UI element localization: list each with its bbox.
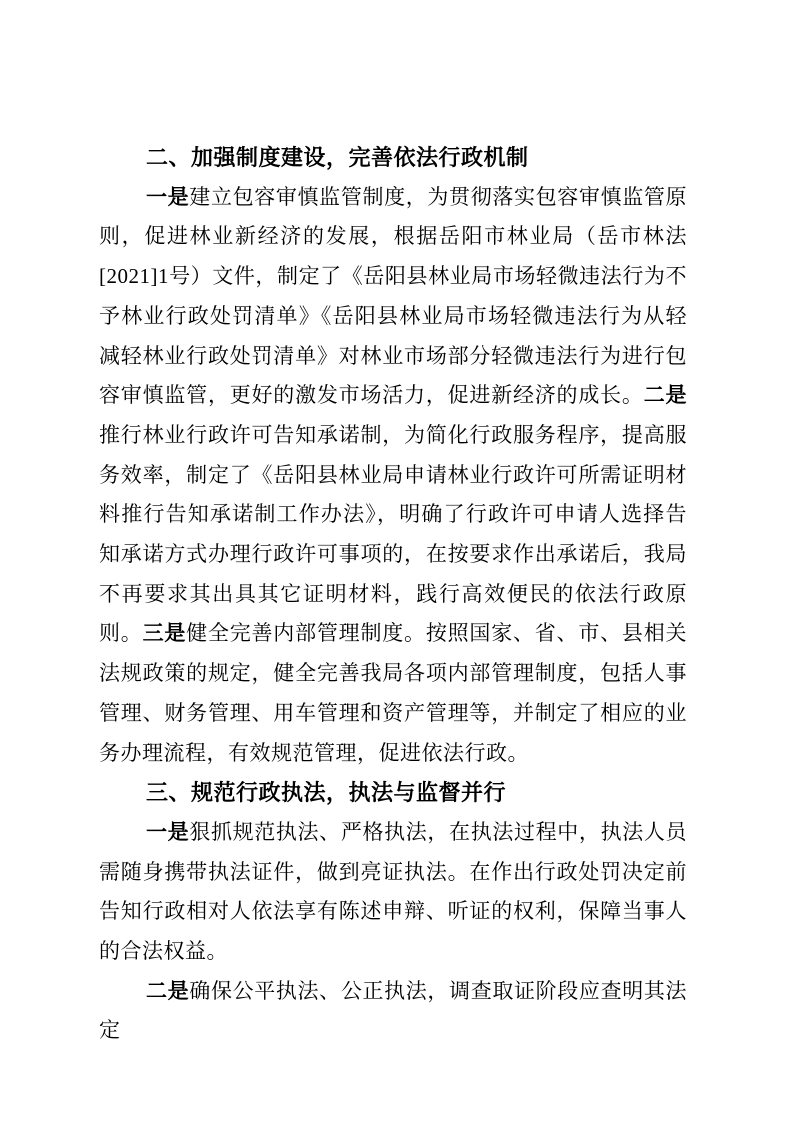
body-text: 推行林业行政许可告知承诺制，为简化行政服务程序，提高服务效率，制定了《岳阳县林业局申请林业行政许可所需证明材料推行告知承诺制工作办法》，明确了行政许可申请人选择告知承诺方式办理行政许可事项的，在按要求作出承诺后，我局不再要求其出具其它证明材料，践行高效便民的依法行政原则。 bbox=[99, 422, 687, 646]
paragraph-law-enforcement-1 bbox=[99, 813, 687, 972]
bold-marker-text: 二是 bbox=[146, 978, 190, 1003]
bold-marker-text: 一是 bbox=[146, 184, 190, 209]
body-text: 狠抓规范执法、严格执法，在执法过程中，执法人员需随身携带执法证件，做到亮证执法。在作出行政处罚决定前告知行政相对人依法享有陈述申辩、听证的权利，保障当事人的合法权益。 bbox=[99, 819, 688, 964]
body-text: 健全完善内部管理制度。按照国家、省、市、县相关法规政策的规定，健全完善我局各项内部管理制度，包括人事管理、财务管理、用车管理和资产管理等，并制定了相应的业务办理流程，有效规范管理，促进依法行政。 bbox=[99, 621, 688, 765]
bold-marker-text: 三是 bbox=[142, 621, 187, 646]
bold-marker-text: 一是 bbox=[146, 819, 190, 844]
paragraph-law-enforcement-2 bbox=[99, 972, 687, 1051]
section-heading-3: 三、规范行政执法，执法与监督并行 bbox=[146, 780, 507, 806]
paragraph-institutional-development bbox=[99, 178, 687, 774]
body-text: 建立包容审慎监管制度，为贯彻落实包容审慎监管原则，促进林业新经济的发展，根据岳阳市林业局（岳市林法[2021]1号）文件，制定了《岳阳县林业局市场轻微违法行为不予林业行政处罚清单》《岳阳县林业局市场轻微违法行为从轻减轻林业行政处罚清单》对林业市场部分轻微违法行为进行包容审慎监管，更好的激发市场活力，促进新经济的成长。 bbox=[99, 184, 688, 408]
section-heading-2: 二、加强制度建设，完善依法行政机制 bbox=[146, 145, 529, 170]
document-content bbox=[99, 138, 687, 1051]
body-text: 确保公平执法、公正执法，调查取证阶段应查明其法定 bbox=[99, 978, 688, 1043]
bold-marker-text: 二是 bbox=[643, 383, 688, 408]
